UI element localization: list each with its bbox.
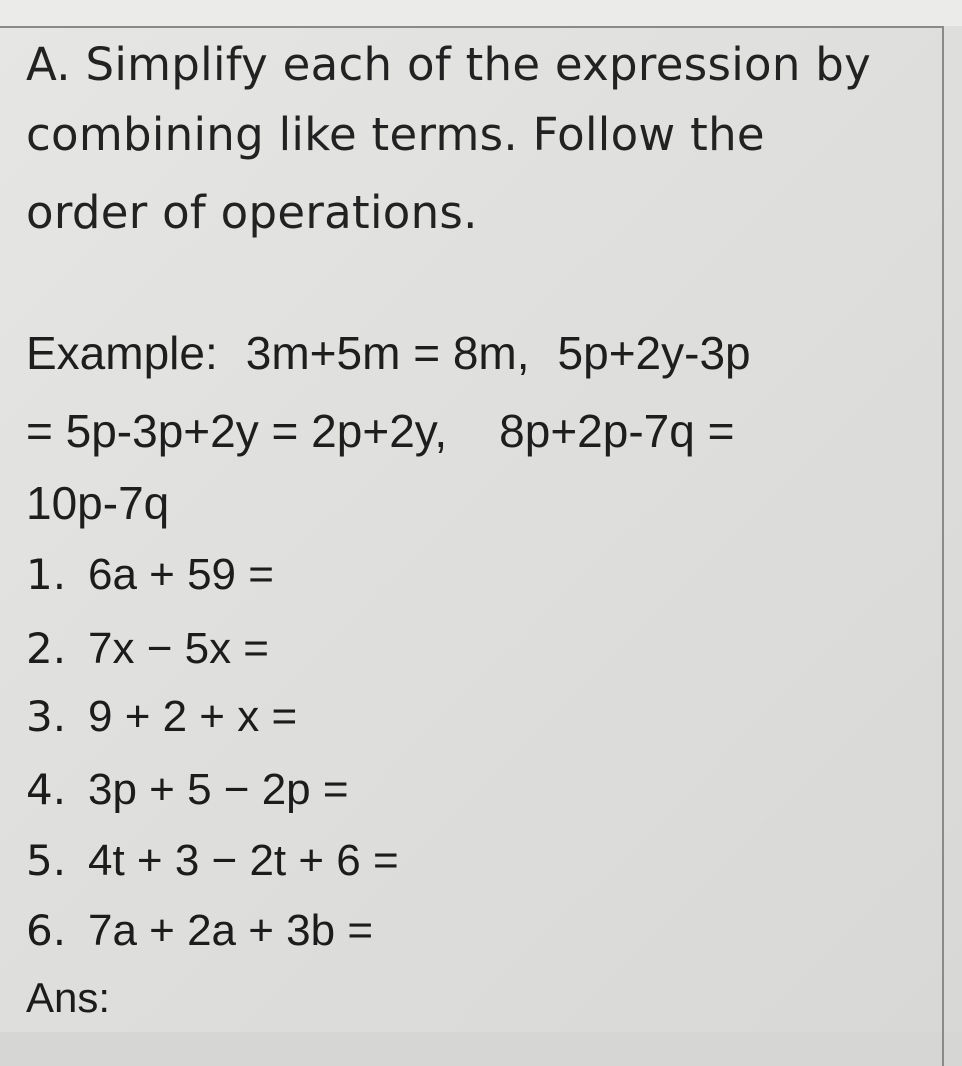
problem-expression: 6a + 59 = <box>88 550 274 599</box>
example-expression-1: 3m+5m = 8m, <box>245 327 530 379</box>
problem-expression: 4t + 3 − 2t + 6 = <box>88 836 399 885</box>
problem-expression: 3p + 5 − 2p = <box>88 765 349 814</box>
problem-number: 1. <box>26 550 67 599</box>
answer-label: Ans: <box>26 974 111 1021</box>
problem-4 <box>26 765 349 815</box>
example-line-1 <box>26 326 751 380</box>
example-line-3: 10p-7q <box>26 477 170 529</box>
problem-5 <box>26 836 399 886</box>
problem-number: 3. <box>26 692 67 741</box>
instruction-line-3: order of operations. <box>26 186 478 239</box>
problem-expression: 9 + 2 + x = <box>88 692 298 741</box>
example-expression-4: 8p+2p-7q = <box>499 405 735 457</box>
example-expression-3: = 5p-3p+2y = 2p+2y, <box>26 405 448 457</box>
example-line-2 <box>26 404 734 458</box>
problem-number: 2. <box>26 624 67 673</box>
instruction-line-1: A. Simplify each of the expression by <box>26 38 872 91</box>
example-label: Example: <box>26 327 218 379</box>
problem-2 <box>26 624 269 674</box>
problem-expression: 7x − 5x = <box>88 624 270 673</box>
problem-3 <box>26 692 297 742</box>
problem-number: 6. <box>26 906 67 955</box>
problem-expression: 7a + 2a + 3b = <box>88 906 374 955</box>
instruction-line-2: combining like terms. Follow the <box>26 108 765 161</box>
problem-6 <box>26 906 373 956</box>
problem-number: 5. <box>26 836 67 885</box>
page-top-margin <box>0 0 962 26</box>
problem-1 <box>26 550 274 600</box>
problem-number: 4. <box>26 765 67 814</box>
example-expression-2: 5p+2y-3p <box>557 327 751 379</box>
